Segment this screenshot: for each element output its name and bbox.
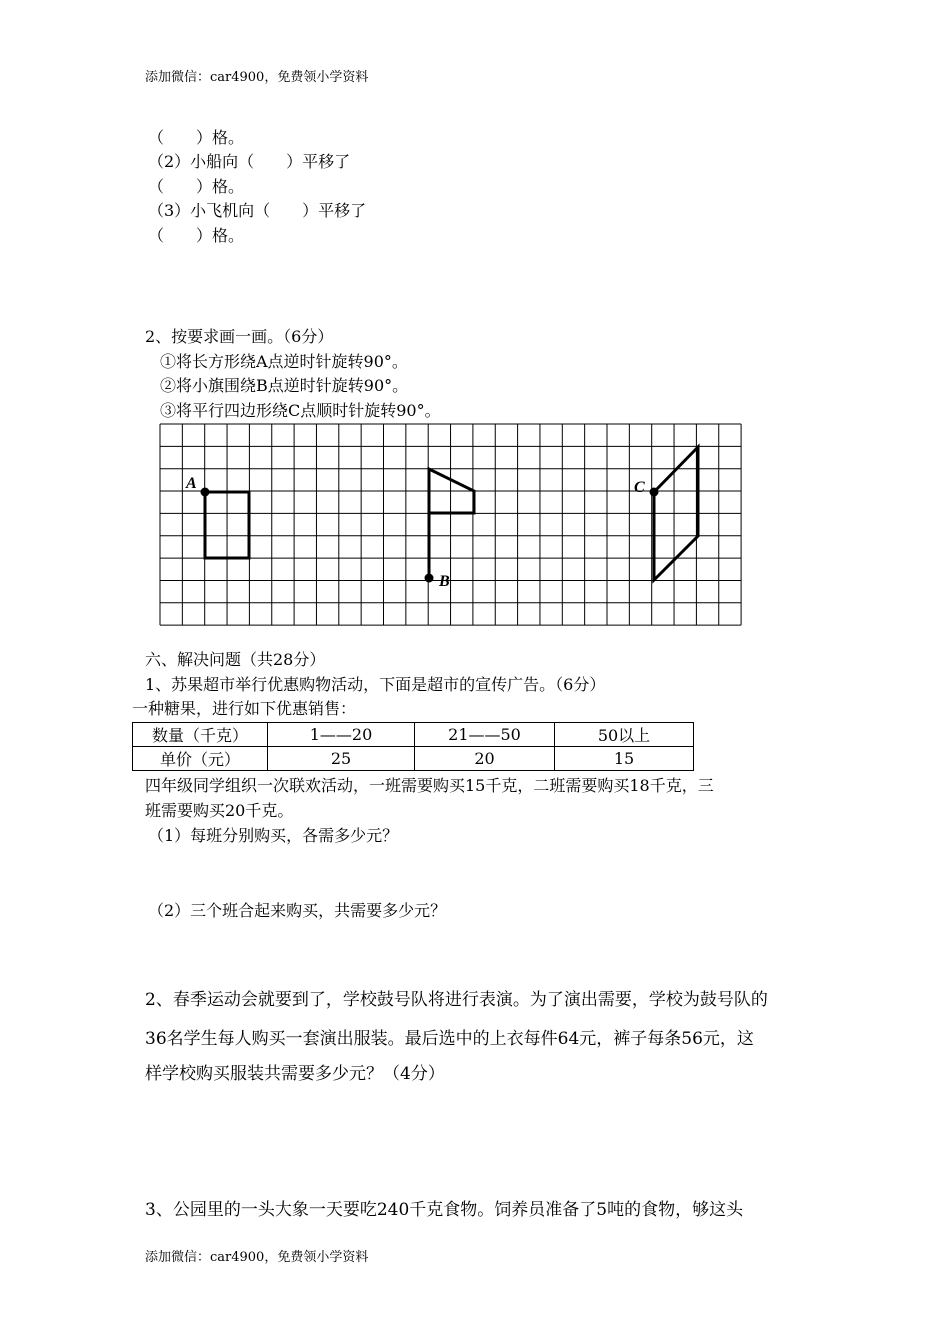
page-footer: 添加微信：car4900，免费领小学资料 bbox=[145, 1250, 369, 1265]
q1-body-line-2: 班需要购买20千克。 bbox=[145, 801, 294, 820]
label-a: A bbox=[186, 475, 197, 492]
translation-line-3: （ ）格。 bbox=[148, 177, 245, 196]
point-a bbox=[201, 488, 210, 497]
translation-line-2: （2）小船向（ ）平移了 bbox=[148, 152, 351, 171]
q1-title: 1、苏果超市举行优惠购物活动，下面是超市的宣传广告。（6分） bbox=[145, 675, 606, 694]
price-table bbox=[132, 722, 694, 771]
price-header: 单价（元） bbox=[133, 747, 268, 771]
q1-body-line-1: 四年级同学组织一次联欢活动，一班需要购买15千克，二班需要购买18千克，三 bbox=[145, 776, 714, 795]
point-c bbox=[650, 488, 659, 497]
price-cell: 25 bbox=[268, 747, 415, 771]
section-6-title: 六、解决问题（共28分） bbox=[145, 650, 326, 669]
price-cell: 20 bbox=[415, 747, 555, 771]
translation-line-5: （ ）格。 bbox=[148, 226, 245, 245]
label-b: B bbox=[439, 573, 450, 590]
point-b bbox=[425, 574, 434, 583]
rotation-item-3: ③将平行四边形绕C点顺时针旋转90°。 bbox=[160, 401, 441, 420]
rotation-question-title: 2、按要求画一画。（6分） bbox=[145, 327, 334, 346]
table-row bbox=[133, 747, 694, 771]
rotation-item-1: ①将长方形绕A点逆时针旋转90°。 bbox=[160, 352, 408, 371]
table-row bbox=[133, 723, 694, 747]
q2-line-2: 36名学生每人购买一套演出服装。最后选中的上衣每件64元，裤子每条56元，这 bbox=[145, 1029, 754, 1049]
range-cell: 1——20 bbox=[268, 723, 415, 747]
range-cell: 21——50 bbox=[415, 723, 555, 747]
rotation-item-2: ②将小旗围绕B点逆时针旋转90°。 bbox=[160, 376, 409, 395]
q2-line-1: 2、春季运动会就要到了，学校鼓号队将进行表演。为了演出需要，学校为鼓号队的 bbox=[145, 990, 768, 1010]
flag-shape bbox=[429, 469, 474, 578]
range-cell: 50以上 bbox=[555, 723, 694, 747]
q3-line-1: 3、公园里的一头大象一天要吃240千克食物。饲养员准备了5吨的食物，够这头 bbox=[145, 1200, 744, 1220]
label-c: C bbox=[634, 479, 645, 496]
quantity-header: 数量（千克） bbox=[133, 723, 268, 747]
q1-sub-2: （2）三个班合起来购买，共需要多少元？ bbox=[148, 901, 447, 920]
q1-intro: 一种糖果，进行如下优惠销售： bbox=[132, 699, 357, 718]
q1-sub-1: （1）每班分别购买，各需多少元？ bbox=[148, 826, 399, 845]
translation-line-4: （3）小飞机向（ ）平移了 bbox=[148, 201, 367, 220]
page-header: 添加微信：car4900，免费领小学资料 bbox=[145, 70, 369, 85]
q2-line-3: 样学校购买服装共需要多少元？（4分） bbox=[145, 1064, 445, 1084]
translation-line-1: （ ）格。 bbox=[148, 128, 245, 147]
price-cell: 15 bbox=[555, 747, 694, 771]
